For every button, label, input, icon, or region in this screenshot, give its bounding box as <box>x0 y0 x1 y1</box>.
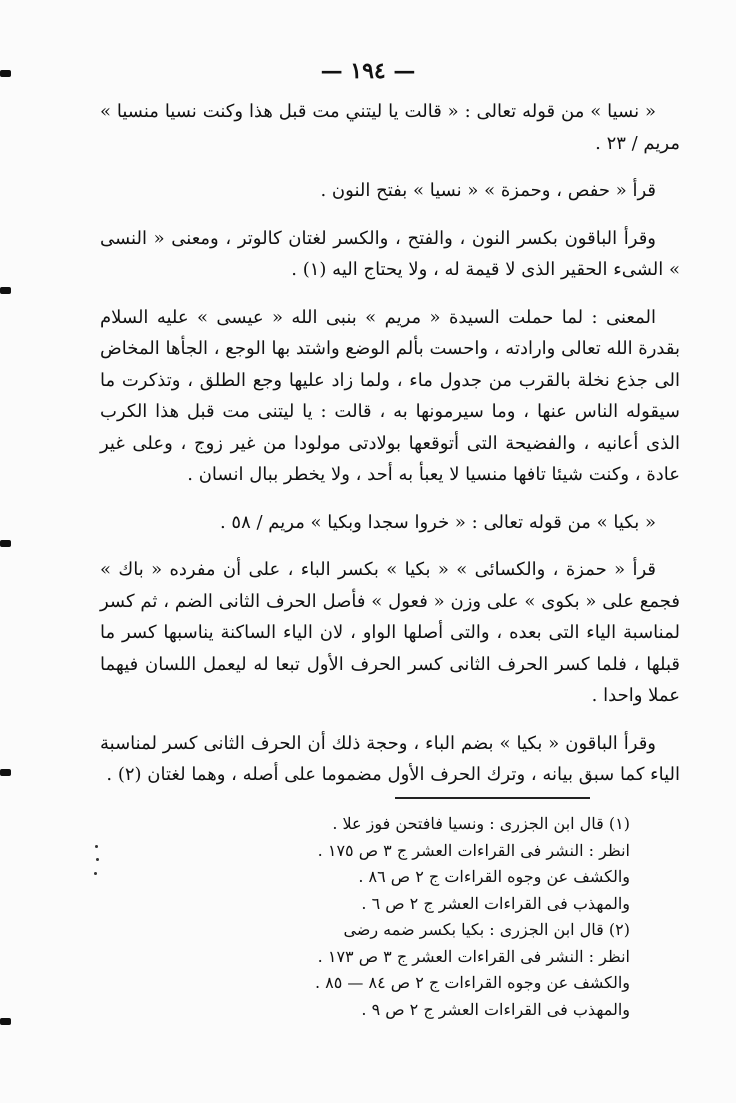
footnote-line: انظر : النشر فى القراءات العشر ج ٣ ص ١٧٥ . <box>317 840 630 860</box>
paragraph: وقرأ الباقون « بكيا » بضم الباء ، وحجة ذلك أن الحرف الثانى كسر لمناسبة الياء كما سبق بيانه ، وترك الحرف الأول مضموما على أصله ، وهما لغتان (٢) . <box>100 732 680 785</box>
scan-speck <box>95 845 98 848</box>
footnote-line: والكشف عن وجوه القراءات ج ٢ ص ٨٤ — ٨٥ . <box>314 973 630 992</box>
paragraph: وقرأ الباقون بكسر النون ، والفتح ، والكسر لغتان كالوتر ، ومعنى « النسى » الشىء الحقير الذى لا قيمة له ، ولا يحتاج اليه (١) . <box>100 227 680 280</box>
paragraph: « نسيا » من قوله تعالى : « قالت يا ليتني مت قبل هذا وكنت نسيا منسيا » مريم / ٢٣ . <box>100 101 680 154</box>
footnote-separator <box>395 797 590 799</box>
scan-speck <box>96 858 99 861</box>
paragraph: قرأ « حمزة ، والكسائى » « بكيا » بكسر الباء ، على أن مفرده « باك » فجمع على « بكوى » على وزن « فعول » فأصل الحرف الثانى الضم ، ثم كسر لمناسبة الياء التى بعده ، والتى أصلها الواو ، لان الياء الساكنة يناسبها كسر ما قبلها ، فلما كسر الحرف الثانى كسر الحرف الأول تبعا له ليعمل اللسان فيهما عملا واحدا . <box>100 559 680 706</box>
footnote-line: والكشف عن وجوه القراءات ج ٢ ص ٨٦ . <box>358 867 630 886</box>
paragraph: « بكيا » من قوله تعالى : « خروا سجدا وبكيا » مريم / ٥٨ . <box>219 511 656 533</box>
scan-margin-mark <box>0 540 11 547</box>
footnote-line: والمهذب فى القراءات العشر ج ٢ ص ٩ . <box>361 999 630 1019</box>
scan-margin-mark <box>0 287 11 294</box>
footnote-line: (٢) قال ابن الجزرى : بكيا بكسر ضمه رضى <box>343 920 630 939</box>
paragraph: المعنى : لما حملت السيدة « مريم » بنبى الله « عيسى » عليه السلام بقدرة الله تعالى وارادته ، واحست بألم الوضع واشتد بها الوجع ، الجأها المخاض الى جذع نخلة بالقرب من جدول ماء ، ولما زاد عليها وجع الطلق ، وتذكرت ما سيقوله الناس عنها ، وما سيرمونها به ، قالت : يا ليتنى مت قبل هذا الكرب الذى أعانيه ، والفضيحة التى أتوقعها بولادتى مولودا من غير زوج ، وعلى غير عادة ، وكنت شيئا تافها منسيا لا يعبأ به أحد ، ولا يخطر ببال انسان . <box>100 306 680 485</box>
page-number: — ١٩٤ — <box>320 58 416 84</box>
scan-margin-mark <box>0 1018 11 1025</box>
paragraph: قرأ « حفص ، وحمزة » « نسيا » بفتح النون . <box>320 180 656 201</box>
footnote-line: (١) قال ابن الجزرى : ونسيا فافتحن فوز علا . <box>332 814 630 833</box>
scan-margin-mark <box>0 769 11 776</box>
scan-speck <box>94 872 97 875</box>
footnote-line: والمهذب فى القراءات العشر ج ٢ ص ٦ . <box>361 893 630 913</box>
footnote-line: انظر : النشر فى القراءات العشر ج ٣ ص ١٧٣ . <box>317 946 630 966</box>
main-text <box>100 96 680 807</box>
footnotes <box>180 811 630 1023</box>
scan-margin-mark <box>0 70 11 77</box>
